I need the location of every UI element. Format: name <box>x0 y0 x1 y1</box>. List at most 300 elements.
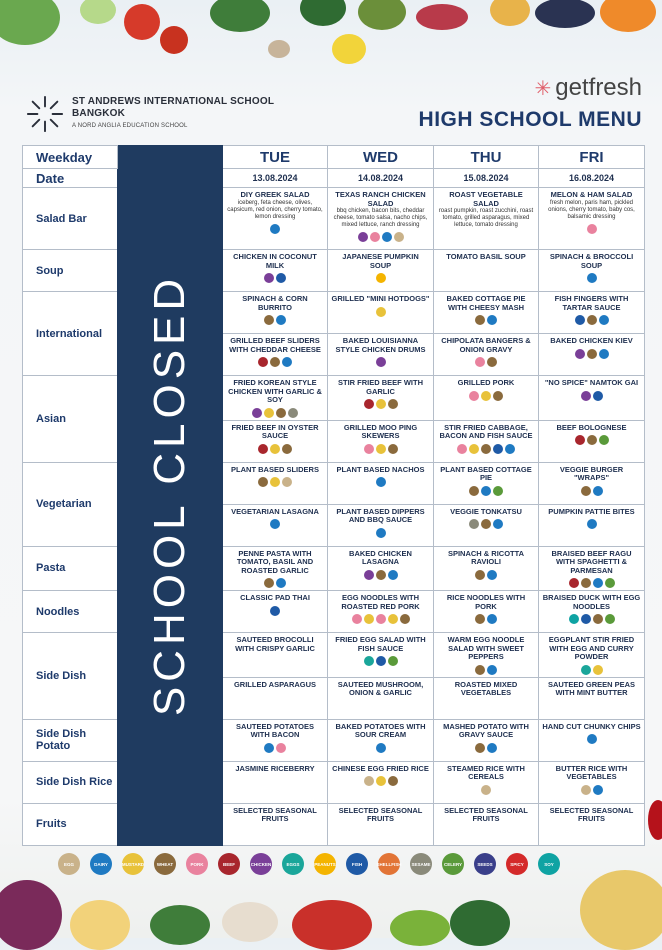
legend-item <box>442 853 464 875</box>
dairy-icon <box>593 578 603 588</box>
dairy-icon <box>282 357 292 367</box>
legend-item <box>250 853 272 875</box>
dairy-icon <box>376 528 386 538</box>
wheat-icon <box>587 435 597 445</box>
dairy-icon <box>382 232 392 242</box>
eggs-icon <box>581 665 591 675</box>
dish-name: PLANT BASED COTTAGE PIE <box>440 464 532 482</box>
school-closed-text: SCHOOL CLOSED <box>145 274 194 717</box>
dairy-icon: DAIRY <box>90 853 112 875</box>
pork-icon <box>475 357 485 367</box>
mustard-icon <box>481 391 491 401</box>
menu-cell <box>328 250 434 292</box>
fish-icon <box>376 656 386 666</box>
dish-name: TEXAS RANCH CHICKEN SALAD <box>335 190 426 208</box>
dish-name: BRAISED BEEF RAGU WITH SPAGHETTI & PARMESAN <box>551 548 632 575</box>
allergen-legend <box>58 853 588 875</box>
mustard-icon <box>376 776 386 786</box>
allergen-icons <box>223 354 327 369</box>
dish-name: BUTTER RICE WITH VEGETABLES <box>555 763 628 781</box>
pork-icon <box>457 444 467 454</box>
brand-star-icon: ✳ <box>534 77 552 100</box>
legend-item <box>218 853 240 875</box>
allergen-icons <box>539 731 644 746</box>
dish-name: PLANT BASED DIPPERS AND BBQ SAUCE <box>336 506 425 524</box>
menu-cell <box>434 250 539 292</box>
menu-cell <box>328 546 434 591</box>
broccoli-illustration <box>300 0 346 26</box>
mustard-icon <box>376 399 386 409</box>
dish-name: SPINACH & RICOTTA RAVIOLI <box>447 548 525 566</box>
dish-name: BAKED CHICKEN KIEV <box>550 336 633 345</box>
celery-icon <box>605 578 615 588</box>
day-header: THU <box>434 146 539 169</box>
gluten-icon <box>282 477 292 487</box>
celery-icon <box>493 486 503 496</box>
wheat-icon <box>487 357 497 367</box>
eggs-icon: EGGS <box>282 853 304 875</box>
dish-name: SAUTEED BROCOLLI WITH CRISPY GARLIC <box>235 635 315 653</box>
menu-cell <box>328 803 434 845</box>
allergen-icons <box>434 483 538 498</box>
wheat-icon <box>400 614 410 624</box>
dish-name: FISH FINGERS WITH TARTAR SAUCE <box>554 294 629 312</box>
dish-name: SAUTEED POTATOES WITH BACON <box>236 721 314 739</box>
dish-name: GRILLED MOO PING SKEWERS <box>343 422 418 440</box>
day-header: TUE <box>223 146 328 169</box>
dish-name: SPINACH & BROCCOLI SOUP <box>549 252 634 270</box>
legend-item <box>410 853 432 875</box>
menu-cell <box>223 292 328 334</box>
date-label: Date <box>23 169 118 188</box>
chicken-icon <box>252 408 262 418</box>
tomato-illustration <box>124 4 160 40</box>
dish-name: VEGGIE TONKATSU <box>450 506 522 516</box>
menu-cell <box>539 761 645 803</box>
spinach-illustration <box>450 900 510 946</box>
menu-cell <box>223 462 328 504</box>
meal-category-label: International <box>23 292 118 376</box>
legend-item <box>538 853 560 875</box>
allergen-icons <box>223 441 327 456</box>
vegetarian-icon <box>376 273 386 283</box>
dairy-icon <box>587 519 597 529</box>
menu-cell <box>328 292 434 334</box>
meal-category-label: Side Dish <box>23 633 118 720</box>
dish-description: bbq chicken, bacon bits, cheddar cheese, tomato salsa, nacho chips, mixed lettuce, ranch dressing <box>333 208 428 228</box>
dish-name: MASHED POTATO WITH GRAVY SAUCE <box>443 721 529 739</box>
duck-icon <box>569 614 579 624</box>
menu-cell <box>539 250 645 292</box>
menu-cell <box>223 250 328 292</box>
mustard-icon <box>270 444 280 454</box>
dish-name: JASMINE RICEBERRY <box>235 763 315 773</box>
dish-name: BAKED LOUISIANNA STYLE CHICKEN DRUMS <box>335 336 426 354</box>
dairy-icon <box>264 743 274 753</box>
dish-name: GRILLED "MINI HOTDOGS" <box>331 294 430 303</box>
fish-icon <box>493 444 503 454</box>
wheat-icon <box>282 444 292 454</box>
menu-cell <box>328 376 434 421</box>
cheese-illustration <box>70 900 130 950</box>
allergen-icons <box>328 229 433 244</box>
menu-cell <box>434 376 539 421</box>
celery-icon <box>388 656 398 666</box>
day-date: 13.08.2024 <box>223 169 328 188</box>
menu-cell <box>434 591 539 633</box>
dish-name: SAUTEED MUSHROOM, ONION & GARLIC <box>337 679 424 697</box>
sesame-icon <box>288 408 298 418</box>
wheat-icon <box>587 315 597 325</box>
legend-item <box>90 853 112 875</box>
meal-category-label: Noodles <box>23 591 118 633</box>
wheat-icon <box>581 578 591 588</box>
chicken-icon <box>358 232 368 242</box>
dairy-icon <box>487 665 497 675</box>
pasta-illustration <box>580 870 662 950</box>
fish-icon <box>593 391 603 401</box>
sesame-icon: SESAME <box>410 853 432 875</box>
dish-name: JAPANESE PUMPKIN SOUP <box>342 252 419 270</box>
weekday-label: Weekday <box>23 146 118 169</box>
menu-row <box>23 250 645 292</box>
school-closed-column <box>118 146 223 846</box>
herbs-illustration <box>210 0 270 32</box>
menu-cell <box>223 188 328 250</box>
wheat-icon <box>593 614 603 624</box>
mushroom-illustration <box>268 40 290 58</box>
chicken-icon <box>575 349 585 359</box>
dish-name: PENNE PASTA WITH TOMATO, BASIL AND ROASTED GARLIC <box>236 548 314 575</box>
menu-cell <box>539 188 645 250</box>
meal-category-label: Side Dish Rice <box>23 761 118 803</box>
avocado-illustration <box>358 0 406 30</box>
wheat-icon <box>481 444 491 454</box>
dish-name: VEGGIE BURGER "WRAPS" <box>559 464 624 482</box>
menu-cell <box>434 803 539 845</box>
celery-icon <box>599 435 609 445</box>
dairy-icon <box>593 486 603 496</box>
allergen-icons <box>539 388 644 403</box>
wheat-icon: WHEAT <box>154 853 176 875</box>
pork-icon <box>376 614 386 624</box>
allergen-icons <box>223 221 327 236</box>
menu-cell <box>434 420 539 462</box>
chicken-icon <box>364 570 374 580</box>
school-name-line1: ST ANDREWS INTERNATIONAL SCHOOL <box>72 96 275 107</box>
dish-name: SELECTED SEASONAL FRUITS <box>549 805 634 823</box>
gluten-icon <box>581 785 591 795</box>
allergen-icons <box>539 516 644 531</box>
legend-item <box>282 853 304 875</box>
dish-name: EGGPLANT STIR FRIED WITH EGG AND CURRY POWDER <box>548 635 635 661</box>
menu-cell <box>539 633 645 678</box>
dish-name: SELECTED SEASONAL FRUITS <box>338 805 423 823</box>
menu-cell <box>223 420 328 462</box>
dairy-icon <box>493 519 503 529</box>
allergen-icons <box>434 354 538 369</box>
allergen-icons <box>328 567 433 582</box>
menu-cell <box>539 719 645 761</box>
menu-cell <box>434 633 539 678</box>
menu-cell <box>223 719 328 761</box>
menu-cell <box>539 504 645 546</box>
menu-cell <box>539 292 645 334</box>
beef-icon <box>569 578 579 588</box>
allergen-icons <box>434 662 538 677</box>
dairy-icon <box>487 614 497 624</box>
dish-name: BAKED COTTAGE PIE WITH CHEESY MASH <box>446 294 526 312</box>
menu-cell <box>434 188 539 250</box>
menu-row <box>23 546 645 591</box>
mustard-icon <box>388 614 398 624</box>
menu-cell <box>539 376 645 421</box>
allergen-icons <box>223 270 327 285</box>
menu-cell <box>223 504 328 546</box>
allergen-icons <box>434 312 538 327</box>
lettuce-illustration <box>0 0 60 45</box>
dish-name: SAUTEED GREEN PEAS WITH MINT BUTTER <box>547 679 636 697</box>
mustard-icon: MUSTARD <box>122 853 144 875</box>
dish-name: SPINACH & CORN BURRITO <box>242 294 308 312</box>
allergen-icons <box>539 432 644 447</box>
menu-cell <box>328 677 434 719</box>
fish-icon <box>270 606 280 616</box>
tomato-illustration <box>160 26 188 54</box>
wheat-icon <box>469 486 479 496</box>
eggs-icon <box>364 656 374 666</box>
allergen-icons <box>539 346 644 361</box>
mustard-icon <box>376 307 386 317</box>
day-header: WED <box>328 146 434 169</box>
dairy-icon <box>587 273 597 283</box>
fish-icon <box>575 315 585 325</box>
day-date: 15.08.2024 <box>434 169 539 188</box>
fish-icon <box>581 614 591 624</box>
vegetarian-icon: PEANUTS <box>314 853 336 875</box>
pork-icon <box>587 224 597 234</box>
day-date: 14.08.2024 <box>328 169 434 188</box>
allergen-icons <box>434 782 538 797</box>
menu-cell <box>223 546 328 591</box>
dairy-icon <box>505 444 515 454</box>
wheat-icon <box>264 578 274 588</box>
dairy-icon <box>481 486 491 496</box>
pork-icon <box>276 743 286 753</box>
peas-illustration <box>390 910 450 946</box>
chicken-icon <box>581 391 591 401</box>
dish-name: DIY GREEK SALAD <box>240 190 310 199</box>
wheat-icon <box>388 399 398 409</box>
dish-name: TOMATO BASIL SOUP <box>446 252 526 261</box>
dish-name: HAND CUT CHUNKY CHIPS <box>542 721 641 731</box>
menu-cell <box>434 292 539 334</box>
dish-name: MELON & HAM SALAD <box>550 190 633 199</box>
beef-icon <box>258 357 268 367</box>
menu-cell <box>434 677 539 719</box>
wheat-icon <box>258 477 268 487</box>
allergen-icons <box>539 662 644 677</box>
allergen-icons <box>328 441 433 456</box>
dairy-icon <box>487 570 497 580</box>
dish-name: PLANT BASED NACHOS <box>336 464 425 474</box>
dish-name: BRAISED DUCK WITH EGG NOODLES <box>542 593 641 611</box>
mustard-icon <box>264 408 274 418</box>
cherry-tomatoes-illustration <box>292 900 372 950</box>
beef-icon <box>258 444 268 454</box>
wheat-icon <box>581 486 591 496</box>
gluten-icon: EGG <box>58 853 80 875</box>
wheat-icon <box>481 519 491 529</box>
wheat-icon <box>475 614 485 624</box>
wheat-icon <box>264 315 274 325</box>
pork-icon <box>370 232 380 242</box>
menu-row <box>23 803 645 845</box>
spicy-icon: SPICY <box>506 853 528 875</box>
chicken-icon <box>376 357 386 367</box>
wheat-icon <box>587 349 597 359</box>
allergen-icons <box>434 740 538 755</box>
menu-cell <box>223 761 328 803</box>
dairy-icon <box>270 224 280 234</box>
date-row <box>23 169 645 188</box>
allergen-icons <box>223 312 327 327</box>
dairy-icon <box>276 578 286 588</box>
allergen-icons <box>434 388 538 403</box>
menu-cell <box>539 803 645 845</box>
page-header <box>0 0 662 140</box>
allergen-icons <box>223 474 327 489</box>
day-date: 16.08.2024 <box>539 169 645 188</box>
chicken-icon <box>264 273 274 283</box>
school-logo <box>26 95 274 133</box>
dish-name: BAKED CHICKEN LASAGNA <box>349 548 412 566</box>
dish-description: iceberg, feta cheese, olives, capsicum, red onion, cherry tomato, lemon dressing <box>227 199 323 220</box>
dairy-icon <box>388 570 398 580</box>
menu-row <box>23 292 645 334</box>
meal-category-label: Soup <box>23 250 118 292</box>
meal-category-label: Vegetarian <box>23 462 118 546</box>
celery-icon <box>605 614 615 624</box>
mustard-icon <box>593 665 603 675</box>
dish-description: fresh melon, paris ham, pickled onions, cherry tomato, baby cos, balsamic dressing <box>548 199 635 220</box>
menu-row <box>23 591 645 633</box>
legend-item <box>506 853 528 875</box>
dairy-icon <box>276 315 286 325</box>
dairy-icon <box>270 519 280 529</box>
menu-cell <box>223 633 328 678</box>
menu-cell <box>434 719 539 761</box>
dish-name: FRIED BEEF IN OYSTER SAUCE <box>231 422 319 440</box>
dairy-icon <box>376 477 386 487</box>
legend-item <box>154 853 176 875</box>
allergen-icons <box>539 611 644 626</box>
dish-name: SELECTED SEASONAL FRUITS <box>444 805 528 823</box>
gluten-icon <box>394 232 404 242</box>
page-title: HIGH SCHOOL MENU <box>418 108 642 131</box>
dish-name: VEGETARIAN LASAGNA <box>231 506 319 516</box>
dish-description: roast pumpkin, roast zucchini, roast tomato, grilled asparagus, mixed lettuce, tomato dressing <box>438 208 534 228</box>
dish-name: WARM EGG NOODLE SALAD WITH SWEET PEPPERS <box>447 635 525 661</box>
allergen-icons <box>328 304 433 319</box>
allergen-icons <box>223 575 327 590</box>
shellfish-icon: SHELLFISH <box>378 853 400 875</box>
beef-icon <box>575 435 585 445</box>
celery-icon: CELERY <box>442 853 464 875</box>
menu-cell <box>539 420 645 462</box>
blueberries-illustration <box>535 0 595 28</box>
wheat-icon <box>475 315 485 325</box>
duck-icon: SOY <box>538 853 560 875</box>
dairy-icon <box>587 734 597 744</box>
dairy-icon <box>376 743 386 753</box>
herbs-illustration <box>150 905 210 945</box>
dish-name: GRILLED BEEF SLIDERS WITH CHEDDAR CHEESE <box>229 336 321 354</box>
wheat-icon <box>270 357 280 367</box>
dish-name: CHICKEN IN COCONUT MILK <box>233 252 317 270</box>
allergen-icons <box>539 270 644 285</box>
honey-illustration <box>490 0 530 26</box>
menu-cell <box>434 334 539 376</box>
menu-row <box>23 462 645 504</box>
allergen-icons <box>328 396 433 411</box>
brand-name: getfresh <box>555 74 642 101</box>
menu-cell <box>539 591 645 633</box>
mustard-icon <box>376 444 386 454</box>
meal-category-label: Asian <box>23 376 118 463</box>
dish-name: CLASSIC PAD THAI <box>240 593 310 602</box>
lemon-illustration <box>332 34 366 64</box>
sesame-icon <box>469 519 479 529</box>
menu-cell <box>328 591 434 633</box>
pork-icon <box>352 614 362 624</box>
allergen-icons <box>434 567 538 582</box>
mushroom-illustration <box>222 902 278 942</box>
menu-cell <box>223 803 328 845</box>
dish-name: BAKED POTATOES WITH SOUR CREAM <box>335 721 426 739</box>
menu-cell <box>328 462 434 504</box>
allergen-icons <box>223 516 327 531</box>
allergen-icons <box>434 516 538 531</box>
allergen-icons <box>539 782 644 797</box>
menu-cell <box>328 420 434 462</box>
menu-row <box>23 719 645 761</box>
menu-cell <box>434 504 539 546</box>
radish-illustration <box>416 4 468 30</box>
dairy-icon <box>599 315 609 325</box>
allergen-icons <box>434 441 538 456</box>
menu-cell <box>223 677 328 719</box>
school-name-line2: BANGKOK <box>72 108 126 119</box>
dish-name: FRIED EGG SALAD WITH FISH SAUCE <box>335 635 426 653</box>
legend-item <box>314 853 336 875</box>
menu-cell <box>328 334 434 376</box>
wheat-icon <box>388 776 398 786</box>
pork-icon: PORK <box>186 853 208 875</box>
dish-name: BEEF BOLOGNESE <box>556 422 627 432</box>
allergen-icons <box>328 653 433 668</box>
wheat-icon <box>475 743 485 753</box>
meal-category-label: Side Dish Potato <box>23 719 118 761</box>
allergen-icons <box>434 611 538 626</box>
allergen-icons <box>328 611 433 626</box>
menu-cell <box>539 334 645 376</box>
menu-cell <box>223 334 328 376</box>
meal-category-label: Salad Bar <box>23 188 118 250</box>
legend-item <box>122 853 144 875</box>
meal-category-label: Pasta <box>23 546 118 591</box>
dish-name: EGG NOODLES WITH ROASTED RED PORK <box>341 593 420 611</box>
